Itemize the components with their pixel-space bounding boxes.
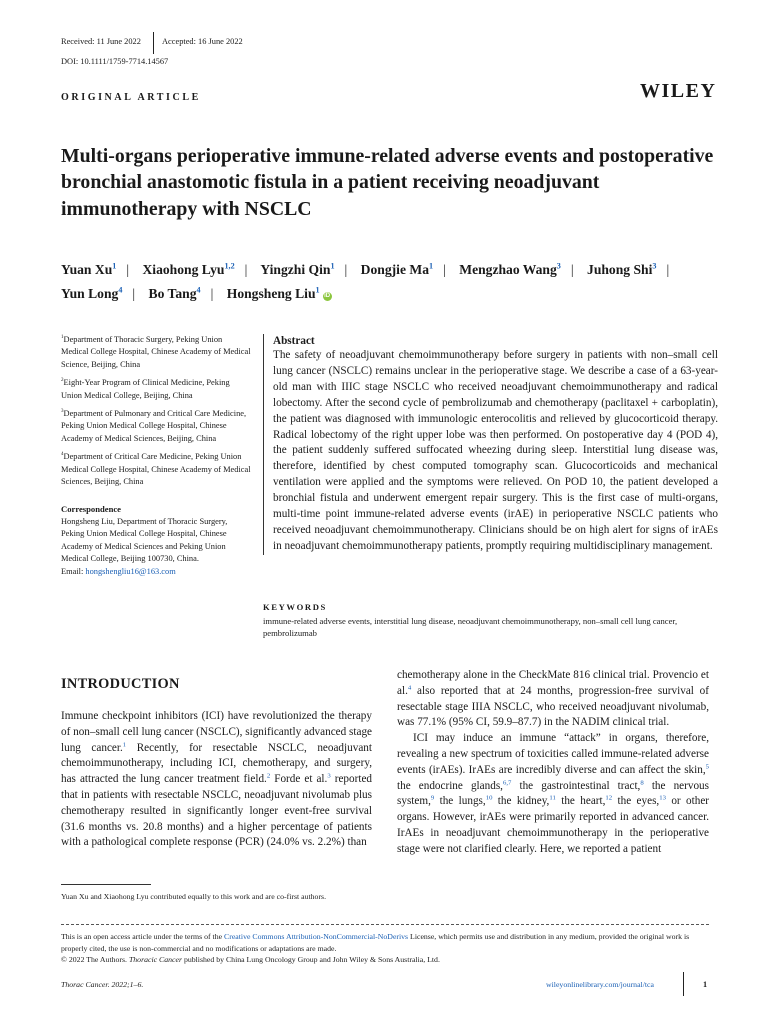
citation-ref[interactable]: 12: [605, 794, 613, 802]
citation-ref[interactable]: 4: [407, 684, 412, 692]
author-affiliation-ref[interactable]: 1,2: [224, 261, 235, 271]
citation-ref[interactable]: 13: [659, 794, 666, 802]
copyright-journal: Thoracic Cancer: [128, 955, 182, 965]
author-separator: |: [244, 262, 248, 277]
affiliation: [61, 377, 251, 402]
author-name[interactable]: Dongjie Ma: [360, 262, 430, 277]
author: [227, 286, 332, 301]
body-text: the endocrine glands,: [397, 779, 503, 792]
body-text: the nervous system,: [397, 779, 709, 808]
body-text: Forde et al.: [270, 773, 328, 786]
author-list: [61, 258, 721, 306]
license-text-pre: This is an open access article under the terms of the: [61, 932, 225, 941]
intro-paragraph-1-cont: [397, 668, 709, 731]
affiliation: [61, 451, 251, 488]
keywords-body: immune-related adverse events, interstitial lung disease, neoadjuvant chemoimmunotherapy, non–small cell lung cancer, pembrolizumab: [263, 616, 678, 639]
license-link[interactable]: Creative Commons Attribution-NonCommercial-NoDerivs: [224, 932, 409, 941]
footer-divider: [683, 972, 684, 996]
body-text: Recently, for resectable NSCLC, neoadjuvant chemoimmunotherapy, including ICI, chemotherapy, and surgery, has attracted the lung cancer treatment field.: [61, 741, 372, 786]
header-divider: [153, 32, 154, 54]
body-text: the eyes,: [612, 795, 660, 808]
abstract-body: The safety of neoadjuvant chemoimmunotherapy before surgery in patients with non–small cell lung cancer (NSCLC) remains unclear in the perioperative stage. We describe a case of a 63-year-old man with IIIC stage NSCLC who received neoadjuvant chemoimmunotherapy and radical lobectomy. After the second cycle of pembrolizumab and chemotherapy (paclitaxel + carboplatin), the patient was diagnosed with immunologic enterocolitis and relieved by glucocorticoid therapy. Radical lobectomy of the right upper lobe was then performed. On postoperative day 4 (POD 4), the patient suddenly suffered suffocated wheezing during sleep. Interstitial lung disease was, therefore, identified by chest computed tomography scan. Glucocorticoids and mechanical ventilation were applied and the symptoms were relieved. On POD 10, the patient developed a bronchial fistula and underwent emergent repair surgery. This is the first case of multi-organs, multi-time point immune-related adverse events (irAE) in perioperative NSCLC patients who received neoadjuvant chemoimmunotherapy. Clinicians should be on high alert for signs of irAEs in neoadjuvant chemoimmunotherapy patients, promptly requiring multidisciplinary management.: [273, 349, 718, 552]
citation-ref[interactable]: 1: [122, 740, 127, 748]
author-affiliation-ref[interactable]: 1: [429, 261, 434, 271]
author-separator: |: [126, 262, 130, 277]
body-column-right: [397, 668, 709, 858]
abstract-heading: Abstract: [273, 335, 315, 347]
abstract: [263, 334, 718, 555]
intro-paragraph-2: [397, 731, 709, 857]
license-divider: [61, 924, 709, 925]
citation-ref[interactable]: 6,7: [502, 778, 512, 786]
author-name[interactable]: Mengzhao Wang: [459, 262, 557, 277]
body-text: Immune checkpoint inhibitors (ICI) have revolutionized the therapy of non–small cell lung cancer (NSCLC), significantly advanced stage lung cancer.: [61, 710, 372, 754]
author: [459, 262, 561, 277]
citation-ref[interactable]: 9: [430, 794, 435, 802]
article-type: ORIGINAL ARTICLE: [61, 92, 201, 103]
correspondence-body: [61, 516, 251, 578]
author: [260, 262, 334, 277]
author: [61, 286, 122, 301]
author-name[interactable]: Bo Tang: [148, 285, 197, 301]
body-text: ICI may induce an immune “attack” in organs, therefore, revealing a new spectrum of toxicities called immune-related adverse events (irAEs). IrAEs are incredibly diverse and can affect the skin,: [397, 732, 709, 776]
affiliation: [61, 408, 251, 445]
author: [149, 286, 201, 301]
author: [61, 262, 116, 277]
author-name[interactable]: Yun Long: [61, 285, 119, 301]
license-notice: [61, 931, 709, 966]
citation-ref[interactable]: 8: [640, 778, 644, 786]
author-name[interactable]: Yingzhi Qin: [260, 262, 331, 277]
author-separator: |: [443, 262, 446, 277]
email-label: Email:: [61, 566, 86, 576]
body-text: the kidney,: [492, 795, 550, 808]
author-affiliation-ref[interactable]: 3: [652, 261, 657, 271]
doi[interactable]: DOI: 10.1111/1759-7714.14567: [61, 57, 169, 66]
journal-site-link[interactable]: wileyonlinelibrary.com/journal/tca: [546, 980, 654, 989]
author: [361, 262, 433, 277]
body-text: reported that in patients with resectable NSCLC, neoadjuvant nivolumab plus chemotherapy resulted in significantly longer event-free survival (31.6 months vs. 20.8 months) and a higher percentage of patients with a pathological complete response (PCR) (24.0% vs. 2.2%) than: [61, 773, 372, 849]
footnote: Yuan Xu and Xiaohong Lyu contributed equally to this work and are co-first authors.: [61, 892, 327, 901]
citation-ref[interactable]: 10: [485, 794, 493, 802]
author-name[interactable]: Yuan Xu: [61, 262, 113, 277]
affiliation: [61, 334, 251, 371]
footnote-rule: [61, 884, 151, 885]
author: [142, 262, 234, 277]
body-text: the heart,: [555, 795, 606, 808]
author-affiliation-ref[interactable]: 4: [196, 285, 201, 295]
affiliation-text: Department of Critical Care Medicine, Peking Union Medical College Hospital, Chinese Academy of Medical Sciences, Beijing, China: [61, 452, 251, 487]
affiliation-text: Department of Pulmonary and Critical Care Medicine, Peking Union Medical College Hospital, Chinese Academy of Medical Sciences, Beijing, China: [61, 409, 247, 443]
author-name[interactable]: Hongsheng Liu: [226, 285, 316, 301]
received-date: Received: 11 June 2022: [61, 37, 141, 46]
affiliation-number: 1: [61, 335, 64, 341]
body-text: the gastrointestinal tract,: [511, 779, 641, 792]
citation-ref[interactable]: 2: [266, 772, 271, 780]
accepted-date: Accepted: 16 June 2022: [162, 37, 243, 46]
body-text: chemotherapy alone in the CheckMate 816 clinical trial. Provencio et al.: [397, 669, 709, 697]
author-separator: |: [210, 285, 214, 301]
copyright-post: published by China Lung Oncology Group and John Wiley & Sons Australia, Ltd.: [182, 955, 440, 965]
author: [587, 262, 656, 277]
citation-ref[interactable]: 3: [327, 772, 331, 780]
article-title: Multi-organs perioperative immune-related adverse events and postoperative bronchial anastomotic fistula in a patient receiving neoadjuvant immunotherapy with NSCLC: [61, 145, 714, 220]
author-separator: |: [666, 262, 670, 277]
citation-ref[interactable]: 11: [549, 794, 556, 802]
body-column-left: [61, 709, 372, 851]
author-affiliation-ref[interactable]: 1: [330, 261, 335, 271]
author-separator: |: [570, 262, 574, 277]
publisher-logo: WILEY: [640, 80, 717, 102]
page-number: 1: [703, 980, 708, 989]
author-separator: |: [344, 262, 348, 277]
affiliation-text: Eight-Year Program of Clinical Medicine, Peking Union Medical College, Beijing, China: [61, 378, 230, 400]
introduction-heading: INTRODUCTION: [61, 676, 180, 692]
email-link[interactable]: hongshengliu16@163.com: [85, 566, 176, 576]
author-name[interactable]: Xiaohong Lyu: [142, 262, 225, 277]
journal-citation: Thorac Cancer. 2022;1–6.: [61, 980, 144, 989]
author-affiliation-ref[interactable]: 1: [315, 285, 320, 295]
keywords-heading: KEYWORDS: [263, 602, 327, 612]
author-separator: |: [132, 285, 136, 301]
affiliation-number: 3: [61, 409, 64, 415]
correspondence-text: Hongsheng Liu, Department of Thoracic Surgery, Peking Union Medical College Hospital, Chinese Academy of Medical Sciences and Peking Union Medical College, Beijing 100730, China.: [61, 517, 228, 564]
body-text: or other organs. However, irAEs were primarily reported in advanced cancer. IrAEs in neoadjuvant chemoimmunotherapy in the perioperative stage were not clarified clearly. Here, we reported a patient: [397, 795, 710, 855]
author-name[interactable]: Juhong Shi: [587, 262, 653, 277]
intro-paragraph-1: [61, 709, 372, 851]
affiliation-number: 4: [61, 452, 64, 458]
body-text: also reported that at 24 months, progression-free survival of resectable stage IIIA NSCLC, who received neoadjuvant nivolumab, was 77.1% (95% CI, 59.9–87.7) in the NADIM clinical trial.: [397, 684, 709, 729]
author-affiliation-ref[interactable]: 4: [118, 285, 123, 295]
affiliations: [61, 334, 251, 494]
author-affiliation-ref[interactable]: 3: [556, 261, 561, 271]
orcid-icon[interactable]: iD: [324, 292, 331, 299]
correspondence-heading: Correspondence: [61, 504, 121, 514]
affiliation-number: 2: [61, 378, 64, 384]
body-text: the lungs,: [434, 795, 486, 808]
citation-ref[interactable]: 5: [705, 763, 709, 771]
license-text-post: License, which permits use and distribution in any medium, provided the original work is properly cited, the use is non-commercial and no modifications or adaptations are made.: [61, 932, 690, 953]
author-affiliation-ref[interactable]: 1: [112, 261, 117, 271]
affiliation-text: Department of Thoracic Surgery, Peking Union Medical College Hospital, Chinese Academy of Medical Science, Beijing, China: [61, 335, 251, 369]
copyright-pre: © 2022 The Authors.: [61, 955, 129, 965]
